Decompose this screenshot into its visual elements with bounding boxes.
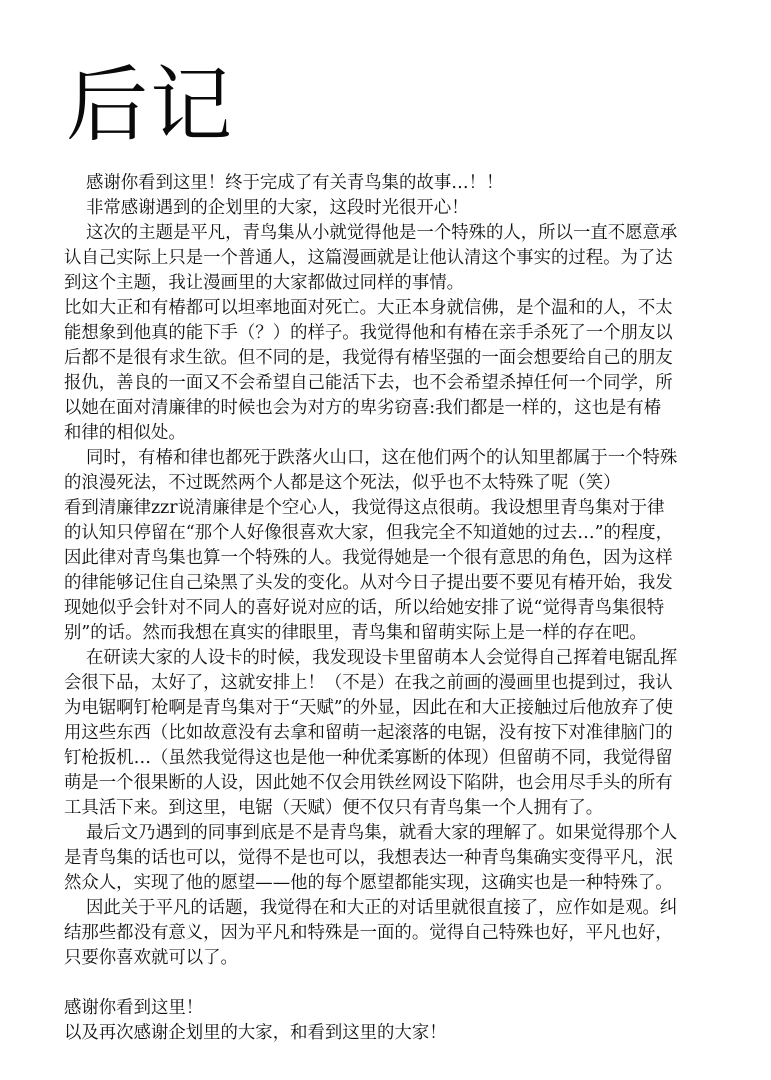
paragraph-line: 为电锯啊钉枪啊是青鸟集对于“天赋”的外显，因此在和大正接触过后他放弃了使 [64,698,674,718]
paragraph-line: 和律的相似处。 [64,423,186,443]
paragraph-line: 钉枪扳机…（虽然我觉得这也是他一种优柔寡断的体现）但留萌不同，我觉得留 [64,748,673,768]
afterword-body [64,171,712,1046]
paragraph-line: 能想象到他真的能下手（？）的样子。我觉得他和有椿在亲手杀死了一个朋友以 [64,323,673,343]
closing-line: 感谢你看到这里！ [64,998,204,1018]
paragraph-line: 感谢你看到这里！终于完成了有关青鸟集的故事…！！ [86,173,504,193]
paragraph-line: 以她在面对清廉律的时候也会为对方的卑劣窃喜:我们都是一样的，这也是有椿 [64,398,662,418]
paragraph-line: 报仇，善良的一面又不会希望自己能活下去，也不会希望杀掉任何一个同学，所 [64,373,673,393]
paragraph-line: 同时，有椿和律也都死于跌落火山口，这在他们两个的认知里都属于一个特殊 [86,448,678,468]
paragraph-line: 认自己实际上只是一个普通人，这篇漫画就是让他认清这个事实的过程。为了达 [64,248,673,268]
paragraph-line: 工具活下来。到这里，电锯（天赋）便不仅只有青鸟集一个人拥有了。 [64,798,604,818]
paragraph-line: 比如大正和有椿都可以坦率地面对死亡。大正本身就信佛，是个温和的人，不太 [64,298,673,318]
paragraph-line: 看到清廉律zzr说清廉律是个空心人，我觉得这点很萌。我设想里青鸟集对于律 [64,498,665,518]
paragraph-line: 到这个主题，我让漫画里的大家都做过同样的事情。 [64,273,464,293]
paragraph-line: 后都不是很有求生欲。但不同的是，我觉得有椿坚强的一面会想要给自己的朋友 [64,348,673,368]
paragraph-line: 然众人，实现了他的愿望——他的每个愿望都能实现，这确实也是一种特殊了。 [64,873,673,893]
page-title: 后记 [66,58,235,153]
paragraph-line: 在研读大家的人设卡的时候，我发现设卡里留萌本人会觉得自己挥着电锯乱挥 [86,648,678,668]
paragraph-line: 萌是一个很果断的人设，因此她不仅会用铁丝网设下陷阱，也会用尽手头的所有 [64,773,673,793]
paragraph-gap [64,971,712,996]
paragraph-line: 最后文乃遇到的同事到底是不是青鸟集，就看大家的理解了。如果觉得那个人 [86,823,678,843]
paragraph-line: 只要你喜欢就可以了。 [64,948,238,968]
paragraph-line: 是青鸟集的话也可以，觉得不是也可以，我想表达一种青鸟集确实变得平凡，泯 [64,848,673,868]
paragraph-line: 的浪漫死法，不过既然两个人都是这个死法，似乎也不太特殊了呢（笑） [64,473,621,493]
paragraph-line: 因此关于平凡的话题，我觉得在和大正的对话里就很直接了，应作如是观。纠 [86,898,678,918]
paragraph-line: 的认知只停留在“那个人好像很喜欢大家，但我完全不知道她的过去…”的程度， [64,523,674,543]
paragraph-line: 别”的话。然而我想在真实的律眼里，青鸟集和留萌实际上是一样的存在吧。 [64,623,647,643]
paragraph-line: 现她似乎会针对不同人的喜好说对应的话，所以给她安排了说“觉得青鸟集很特 [64,598,665,618]
paragraph-line: 这次的主题是平凡，青鸟集从小就觉得他是一个特殊的人，所以一直不愿意承 [86,223,678,243]
paragraph-line: 会很下品，太好了，这就安排上！（不是）在我之前画的漫画里也提到过，我认 [64,673,673,693]
paragraph-line: 的律能够记住自己染黑了头发的变化。从对今日子提出要不要见有椿开始，我发 [64,573,673,593]
paragraph-line: 用这些东西（比如故意没有去拿和留萌一起滚落的电锯，没有按下对准律脑门的 [64,723,673,743]
paragraph-line: 结那些都没有意义，因为平凡和特殊是一面的。觉得自己特殊也好，平凡也好， [64,923,673,943]
paragraph-line: 因此律对青鸟集也算一个特殊的人。我觉得她是一个很有意思的角色，因为这样 [64,548,673,568]
closing-line: 以及再次感谢企划里的大家，和看到这里的大家！ [64,1023,447,1043]
paragraph-line: 非常感谢遇到的企划里的大家，这段时光很开心！ [86,198,469,218]
